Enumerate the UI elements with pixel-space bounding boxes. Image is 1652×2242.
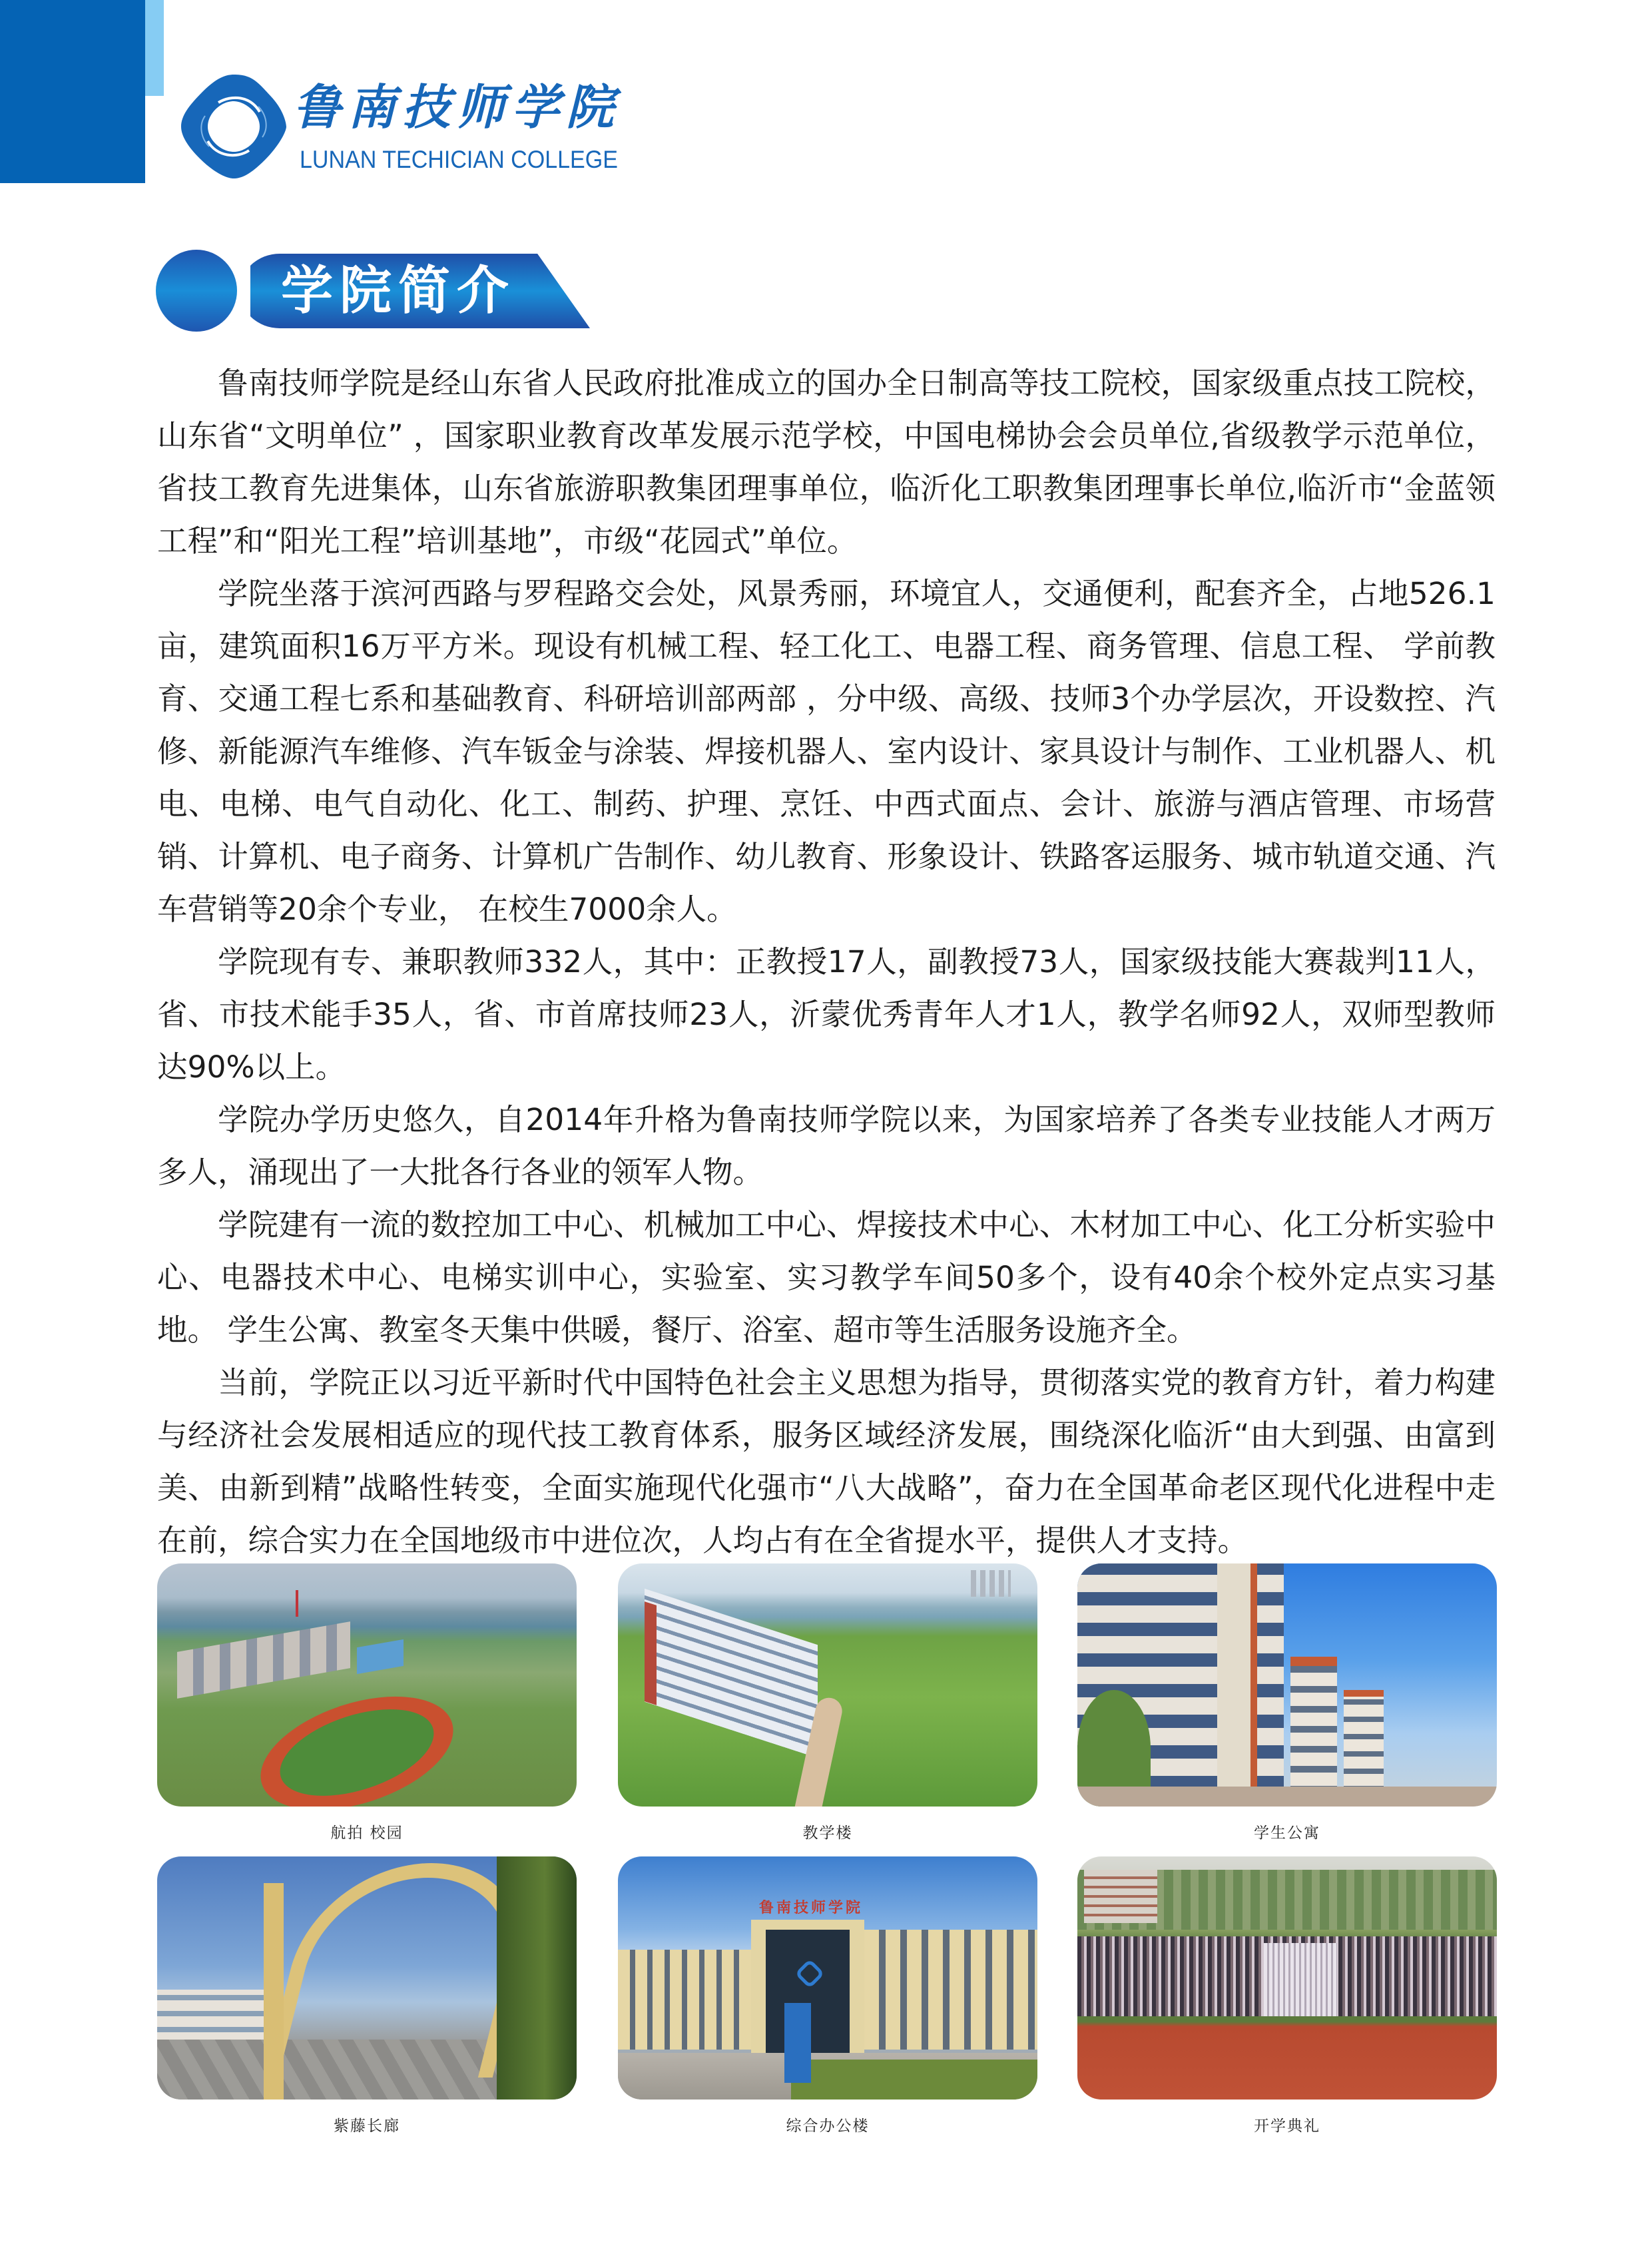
college-name-english: LUNAN TECHICIAN COLLEGE (300, 146, 618, 173)
gallery-item-office-building (618, 1856, 1037, 2135)
office-building-photo (618, 1856, 1037, 2100)
gallery-item-wisteria-corridor (157, 1856, 577, 2135)
wisteria-corridor-photo (157, 1856, 577, 2100)
gallery-item-opening-ceremony (1077, 1856, 1497, 2135)
college-logo (178, 72, 631, 182)
corner-decoration-strip (145, 0, 164, 96)
college-name-chinese: 鲁南技师学院 (293, 79, 621, 135)
paragraph-facilities: 学院建有一流的数控加工中心、机械加工中心、焊接技术中心、木材加工中心、化工分析实验中心、电器技术中心、电梯实训中心，实验室、实习教学车间50多个，设有40余个校外定点实习基地。 学生公寓、教室冬天集中供暖，餐厅、浴室、超市等生活服务设施齐全。 (157, 1207, 1496, 1348)
teaching-building-photo (618, 1563, 1037, 1807)
photo-caption: 教学楼 (802, 1824, 853, 1842)
gallery-item-aerial (157, 1563, 577, 1842)
college-emblem-icon (178, 72, 289, 182)
aerial-campus-photo (157, 1563, 577, 1807)
building-sign: 鲁南技师学院 (759, 1899, 864, 1916)
paragraph-campus-majors: 学院坐落于滨河西路与罗程路交会处，风景秀丽，环境宜人，交通便利，配套齐全，占地526.1亩，建筑面积16万平方米。现设有机械工程、轻工化工、电器工程、商务管理、信息工程、 学前教育、交通工程七系和基础教育、科研培训部两部 ，分中级、高级、技师3个办学层次，开设数控、汽修、新能源汽车维修、汽车钣金与涂装、焊接机器人、室内设计、家具设计与制作、工业机器人、机电、电梯、电气自动化、化工、制药、护理、烹饪、中西式面点、会计、旅游与酒店管理、市场营销、计算机、电子商务、计算机广告制作、幼儿教育、形象设计、铁路客运服务、城市轨道交通、汽车营销等20余个专业， 在校生7000余人。 (157, 576, 1496, 927)
paragraph-strategy: 当前，学院正以习近平新时代中国特色社会主义思想为指导，贯彻落实党的教育方针，着力构建与经济社会发展相适应的现代技工教育体系，服务区域经济发展，围绕深化临沂“由大到强、由富到美、由新到精”战略性转变，全面实施现代化强市“八大战略”，奋力在全国革命老区现代化进程中走在前，综合实力在全国地级市中进位次，人均占有在全省提水平，提供人才支持。 (157, 1365, 1496, 1558)
section-title: 学院简介 (281, 261, 516, 321)
badge-circle-icon (156, 250, 237, 332)
gallery-item-teaching-building (618, 1563, 1037, 1842)
corner-decoration-block (0, 0, 145, 183)
student-dormitory-photo (1077, 1563, 1497, 1807)
photo-caption: 学生公寓 (1254, 1824, 1320, 1842)
paragraph-history: 学院办学历史悠久，自2014年升格为鲁南技师学院以来，为国家培养了各类专业技能人才两万多人，涌现出了一大批各行各业的领军人物。 (157, 1102, 1496, 1190)
gallery-item-dormitory (1077, 1563, 1497, 1842)
photo-caption: 综合办公楼 (786, 2117, 870, 2135)
paragraph-honors: 鲁南技师学院是经山东省人民政府批准成立的国办全日制高等技工院校，国家级重点技工院校，山东省“文明单位” ，国家职业教育改革发展示范学校，中国电梯协会会员单位,省级教学示范单位，省技工教育先进集体，山东省旅游职教集团理事单位，临沂化工职教集团理事长单位,临沂市“金蓝领工程”和“阳光工程”培训基地”，市级“花园式”单位。 (157, 366, 1496, 559)
section-heading-badge (154, 248, 594, 334)
photo-caption: 航拍 校园 (330, 1824, 404, 1842)
introduction-text (157, 357, 1496, 1567)
badge-banner-notch (240, 254, 250, 328)
paragraph-faculty: 学院现有专、兼职教师332人，其中：正教授17人，副教授73人，国家级技能大赛裁判11人，省、市技术能手35人，省、市首席技师23人，沂蒙优秀青年人才1人，教学名师92人，双师型教师达90%以上。 (157, 944, 1496, 1085)
photo-caption: 开学典礼 (1254, 2117, 1320, 2135)
photo-caption: 紫藤长廊 (334, 2117, 400, 2135)
opening-ceremony-photo (1077, 1856, 1497, 2100)
